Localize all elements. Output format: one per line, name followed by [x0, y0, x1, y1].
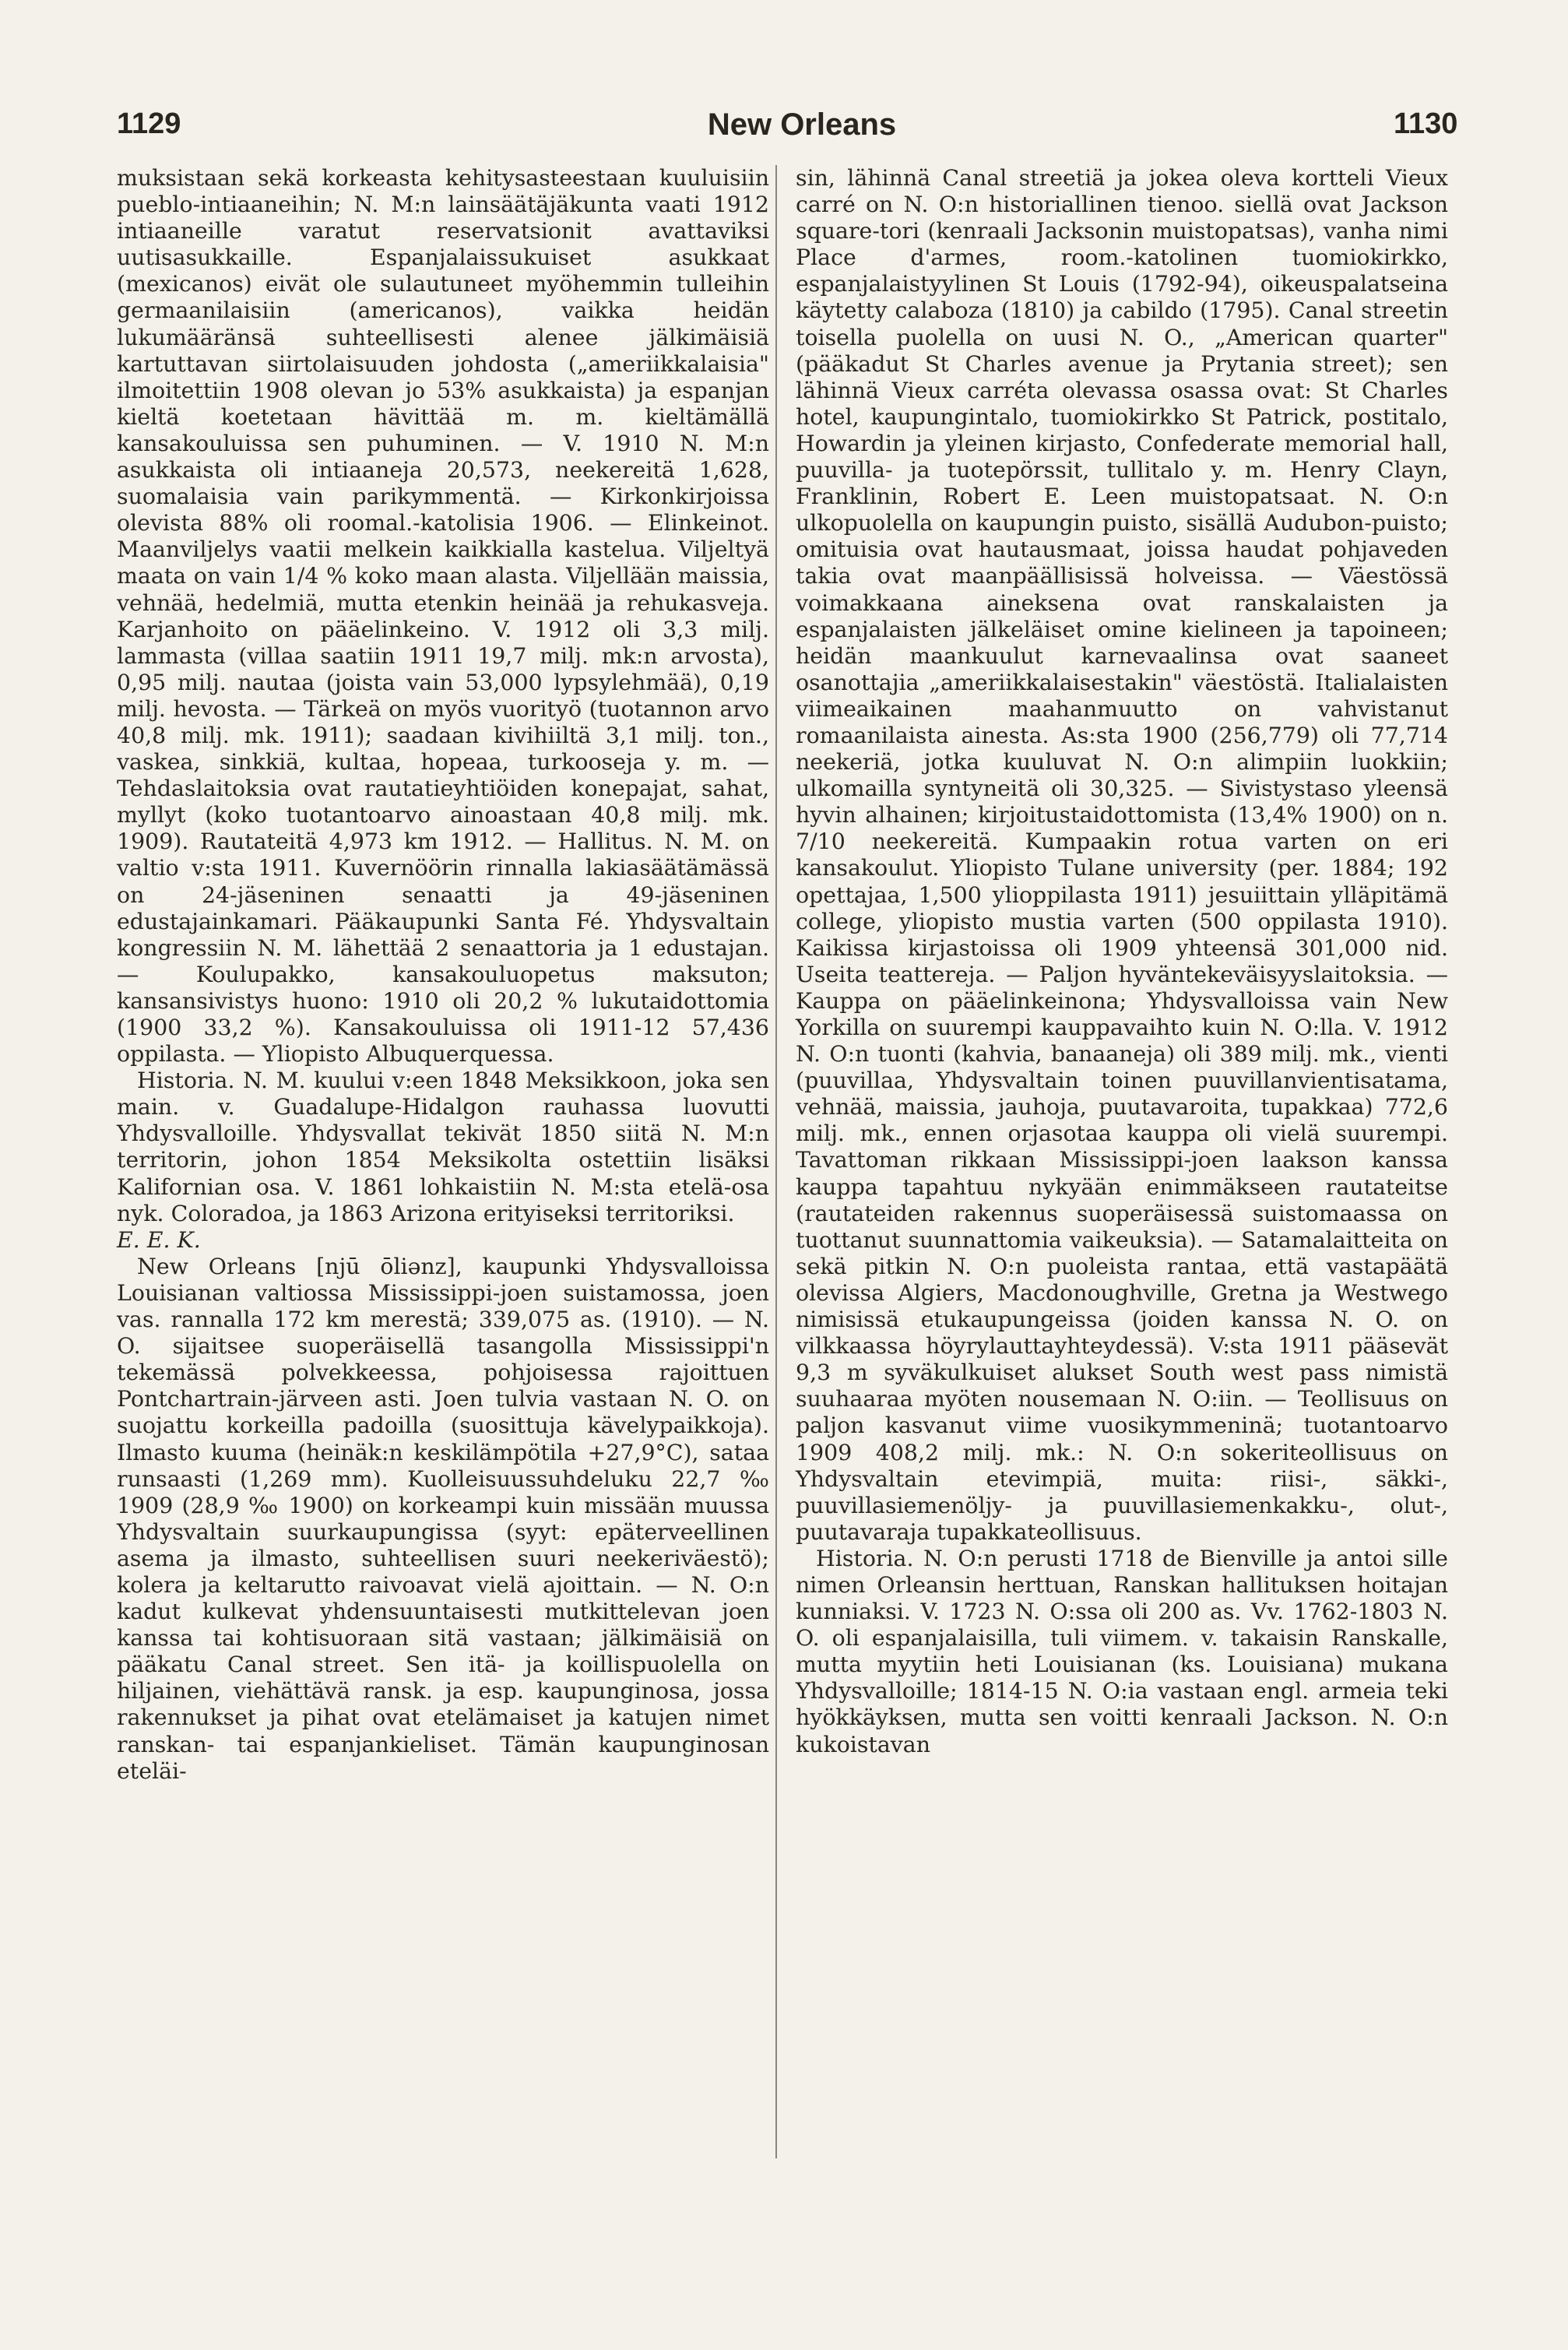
page-number-right: 1130: [1394, 107, 1458, 140]
author-signature: E. E. K.: [117, 1226, 201, 1253]
new-mexico-history: Historia. N. M. kuului v:een 1848 Meksikkoon, joka sen main. v. Guadalupe-Hidalgon rauhassa luovutti Yhdysvalloille. Yhdysvallat tekivät 1850 siitä N. M:n territorin, johon 1854 Meksikolta ostettiin lisäksi Kalifornian osa. V. 1861 lohkaistiin N. M:sta etelä-osa nyk. Coloradoa, ja 1863 Arizona erityiseksi territoriksi.: [117, 1068, 769, 1226]
new-mexico-text: muksistaan sekä korkeasta kehitysasteestaan kuuluisiin pueblo-intiaaneihin; N. M:n lainsäätäjäkunta vaati 1912 intiaaneille varatut reservatsionit avattaviksi uutisasukkaille. Espanjalaissukuiset asukkaat (mexicanos) eivät ole sulautuneet myöhemmin tulleihin germaanilaisiin (americanos), vaikka heidän lukumääränsä suhteellisesti alenee jälkimäisiä kartuttavan siirtolaisuuden johdosta („ameriikkalaisia" ilmoitettiin 1908 olevan jo 53% asukkaista) ja espanjan kieltä koetetaan hävittää m. m. kieltämällä kansakouluissa sen puhuminen. — V. 1910 N. M:n asukkaista oli intiaaneja 20,573, neekereitä 1,628, suomalaisia vain parikymmentä. — Kirkonkirjoissa olevista 88% oli roomal.-katolisia 1906. — Elinkeinot. Maanviljelys vaatii melkein kaikkialla kastelua. Viljeltyä maata on vain 1/4 % koko maan alasta. Viljellään maissia, vehnää, hedelmiä, mutta etenkin heinää ja rehukasveja. Karjanhoito on pääelinkeino. V. 1912 oli 3,3 milj. lammasta (villaa saatiin 1911 19,7 milj. mk:n arvosta), 0,95 milj. nautaa (joista vain 53,000 lypsylehmää), 0,19 milj. hevosta. — Tärkeä on myös vuorityö (tuotannon arvo 40,8 milj. mk. 1911); saadaan kivihiiltä 3,1 milj. ton., vaskea, sinkkiä, kultaa, hopeaa, turkooseja y. m. — Tehdaslaitoksia ovat rautatieyhtiöiden konepajat, sahat, myllyt (koko tuotantoarvo ainoastaan 40,8 milj. mk. 1909). Rautateitä 4,973 km 1912. — Hallitus. N. M. on valtio v:sta 1911. Kuvernöörin rinnalla lakiasäätämässä on 24-jäseninen senaatti ja 49-jäseninen edustajainkamari. Pääkaupunki Santa Fé. Yhdysvaltain kongressiin N. M. lähettää 2 senaattoria ja 1 edustajan. — Koulupakko, kansakouluopetus maksuton; kansansivistys huono: 1910 oli 20,2 % lukutaidottomia (1900 33,2 %). Kansakouluissa oli 1911-12 57,436 oppilasta. — Yliopisto Albuquerquessa.: [117, 165, 769, 1068]
running-title: New Orleans: [707, 107, 897, 142]
new-orleans-entry: New Orleans [njū ōliənz], kaupunki Yhdysvalloissa Louisianan valtiossa Mississippi-joen suistamossa, joen vas. rannalla 172 km merestä; 339,075 as. (1910). — N. O. sijaitsee suoperäisellä tasangolla Mississippi'n tekemässä polvekkeessa, pohjoisessa rajoittuen Pontchartrain-järveen asti. Joen tulvia vastaan N. O. on suojattu korkeilla padoilla (suosittuja kävelypaikkoja). Ilmasto kuuma (heinäk:n keskilämpötila +27,9°C), sataa runsaasti (1,269 mm). Kuolleisuussuhdeluku 22,7 ‰ 1909 (28,9 ‰ 1900) on korkeampi kuin missään muussa Yhdysvaltain suurkaupungissa (syyt: epäterveellinen asema ja ilmasto, suhteellisen suuri neekeriväestö); kolera ja keltarutto raivoavat vielä ajoittain. — N. O:n kadut kulkevat yhdensuuntaisesti mutkittelevan joen kanssa tai kohtisuoraan sitä vastaan; jälkimäisiä on pääkatu Canal street. Sen itä- ja koillispuolella on hiljainen, viehättävä ransk. ja esp. kaupunginosa, jossa rakennukset ja pihat ovat etelämaiset ja katujen nimet ranskan- tai espanjankieliset. Tämän kaupunginosan eteläi-: [117, 1253, 769, 1784]
new-orleans-history: Historia. N. O:n perusti 1718 de Bienville ja antoi sille nimen Orleansin herttuan, Ranskan hallituksen hoitajan kunniaksi. V. 1723 N. O:ssa oli 200 as. Vv. 1762-1803 N. O. oli espanjalaisilla, tuli viimem. v. takaisin Ranskalle, mutta myytiin heti Louisianan (ks. Louisiana) mukana Yhdysvalloille; 1814-15 N. O:ia vastaan engl. armeia teki hyökkäyksen, mutta sen voitti kenraali Jackson. N. O:n kukoistavan: [796, 1545, 1448, 1757]
new-orleans-continued: sin, lähinnä Canal streetiä ja jokea oleva kortteli Vieux carré on N. O:n historiallinen tienoo. siellä ovat Jackson square-tori (kenraali Jacksonin muistopatsas), vanha nimi Place d'armes, room.-katolinen tuomiokirkko, espanjalaistyylinen St Louis (1792-94), oikeuspalatseina käytetty calaboza (1810) ja cabildo (1795). Canal streetin toisella puolella on uusi N. O., „American quarter" (pääkadut St Charles avenue ja Prytania street); sen lähinnä Vieux carréta olevassa osassa ovat: St Charles hotel, kaupungintalo, tuomiokirkko St Patrick, postitalo, Howardin ja yleinen kirjasto, Confederate memorial hall, puuvilla- ja tuotepörssit, tullitalo y. m. Henry Clayn, Franklinin, Robert E. Leen muistopatsaat. N. O:n ulkopuolella on kaupungin puisto, sisällä Audubon-puisto; omituisia ovat hautausmaat, joissa haudat pohjaveden takia ovat maanpäällisissä holveissa. — Väestössä voimakkaana aineksena ovat ranskalaisten ja espanjalaisten jälkeläiset omine kielineen ja tapoineen; heidän maankuulut karnevaalinsa ovat saaneet osanottajia „ameriikkalaisestakin" väestöstä. Italialaisten viimeaikainen maahanmuutto on vahvistanut romaanilaista ainesta. As:sta 1900 (256,779) oli 77,714 neekeriä, jotka kuuluvat N. O:n alimpiin luokkiin; ulkomailla syntyneitä oli 30,325. — Sivistystaso yleensä hyvin alhainen; kirjoitustaidottomista (13,4% 1900) on n. 7/10 neekereitä. Kumpaakin rotua varten on eri kansakoulut. Yliopisto Tulane university (per. 1884; 192 opettajaa, 1,500 ylioppilasta 1911) jesuiittain ylläpitämä college, yliopisto mustia varten (500 oppilasta 1910). Kaikissa kirjastoissa oli 1909 yhteensä 301,000 nid. Useita teattereja. — Paljon hyväntekeväisyyslaitoksia. — Kauppa on pääelinkeinona; Yhdysvalloissa vain New Yorkilla on suurempi kauppavaihto kuin N. O:lla. V. 1912 N. O:n tuonti (kahvia, banaaneja) oli 389 milj. mk., vienti (puuvillaa, Yhdysvaltain toinen puuvillanvientisatama, vehnää, maissia, jauhoja, puutavaroita, tupakkaa) 772,6 milj. mk., ennen orjasotaa kauppa oli vielä suurempi. Tavattoman rikkaan Mississippi-joen laakson kanssa kauppa tapahtuu nykyään enimmäkseen rautateitse (rautateiden rakennus suoperäisessä suistomaassa on tuottanut suunnattomia vaikeuksia). — Satamalaitteita on sekä pitkin N. O:n puoleista rantaa, että vastapäätä olevissa Algiers, Macdonoughville, Gretna ja Westwego nimisissä etukaupungeissa (joiden kanssa N. O. on vilkkaassa höyrylauttayhteydessä). V:sta 1911 pääsevät 9,3 m syväkulkuiset alukset South west pass nimistä suuhaaraa myöten nousemaan N. O:iin. — Teollisuus on paljon kasvanut viime vuosikymmeninä; tuotantoarvo 1909 408,2 milj. mk.: N. O:n sokeriteollisuus on Yhdysvaltain etevimpiä, muita: riisi-, säkki-, puuvillasiemenöljy- ja puuvillasiemenkakku-, olut-, puutavaraja tupakkateollisuus.: [796, 165, 1448, 1545]
column-divider: [775, 165, 777, 2158]
left-column: [117, 165, 769, 1785]
page-number-left: 1129: [117, 107, 181, 140]
right-column: [796, 165, 1448, 1758]
page-header: [117, 107, 1568, 154]
